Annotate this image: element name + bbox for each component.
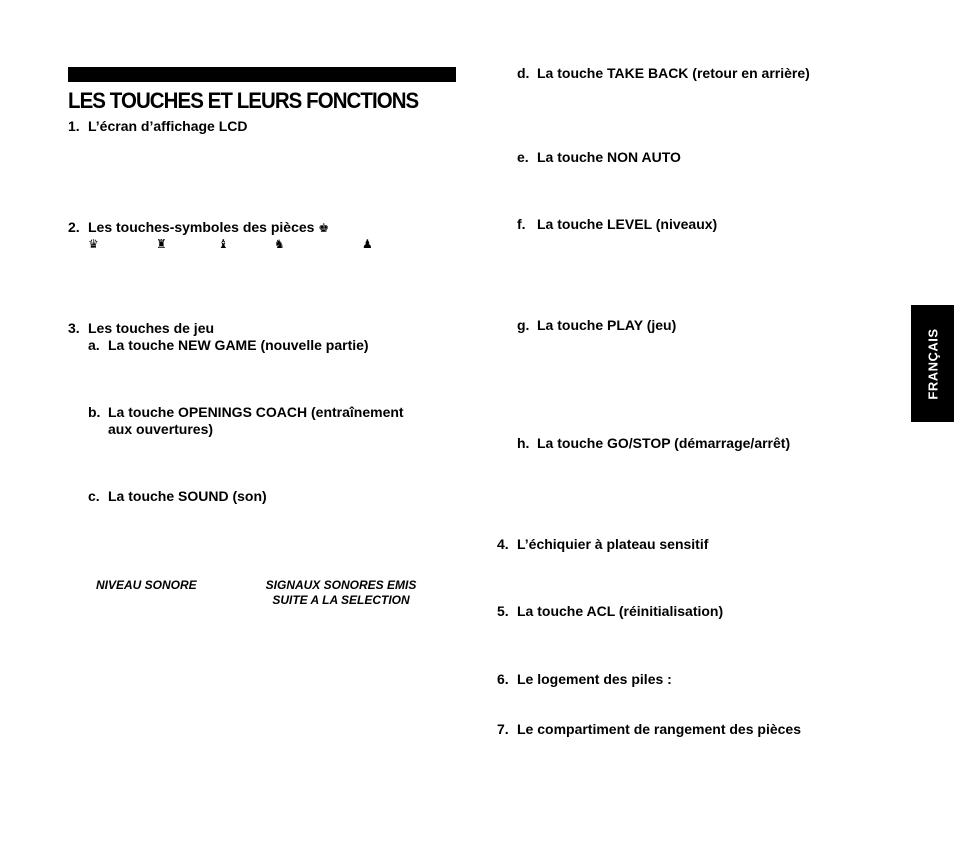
table-header-sound-level: NIVEAU SONORE <box>96 578 197 592</box>
item-battery-compartment: 6. Le logement des piles : <box>497 671 672 687</box>
item-sensory-board: 4. L’échiquier à plateau sensitif <box>497 536 709 552</box>
subitem-level: f. La touche LEVEL (niveaux) <box>517 216 718 232</box>
language-tab <box>911 305 954 422</box>
language-tab-label: FRANÇAIS <box>925 327 940 400</box>
subitem-openings-coach: b. La touche OPENINGS COACH (entraînement <box>88 404 404 420</box>
item-lcd-screen: 1. L’écran d’affichage LCD <box>68 118 248 134</box>
table-header-sound-signals: SIGNAUX SONORES EMIS SUITE A LA SELECTION <box>265 578 417 607</box>
bishop-icon: ♝ <box>218 237 229 251</box>
subitem-play: g. La touche PLAY (jeu) <box>517 317 677 333</box>
item-label: La touche PLAY (jeu) <box>537 317 677 333</box>
item-label: L’échiquier à plateau sensitif <box>517 536 709 552</box>
subitem-new-game: a. La touche NEW GAME (nouvelle partie) <box>88 337 369 353</box>
item-label: Les touches-symboles des pièces <box>88 219 315 235</box>
pawn-icon: ♟ <box>362 237 373 251</box>
item-label: La touche OPENINGS COACH (entraînement <box>108 404 404 420</box>
knight-icon: ♞ <box>274 237 285 251</box>
queen-icon: ♛ <box>88 237 99 251</box>
subitem-go-stop: h. La touche GO/STOP (démarrage/arrêt) <box>517 435 791 451</box>
item-label: La touche NEW GAME (nouvelle partie) <box>108 337 369 353</box>
subitem-openings-coach-cont: aux ouvertures) <box>108 421 214 437</box>
item-label: L’écran d’affichage LCD <box>88 118 248 134</box>
item-label: La touche TAKE BACK (retour en arrière) <box>537 65 810 81</box>
header-rule <box>68 67 456 82</box>
item-label: Les touches de jeu <box>88 320 215 336</box>
item-game-keys: 3. Les touches de jeu <box>68 320 215 336</box>
item-label: Le logement des piles : <box>517 671 672 687</box>
item-acl-key: 5. La touche ACL (réinitialisation) <box>497 603 724 619</box>
item-label: La touche SOUND (son) <box>108 488 267 504</box>
item-piece-symbol-keys: 2. Les touches-symboles des pièces ♚ <box>68 219 330 235</box>
subitem-non-auto: e. La touche NON AUTO <box>517 149 681 165</box>
rook-icon: ♜ <box>156 237 167 251</box>
item-label: La touche ACL (réinitialisation) <box>517 603 724 619</box>
item-label: La touche GO/STOP (démarrage/arrêt) <box>537 435 791 451</box>
subitem-sound: c. La touche SOUND (son) <box>88 488 267 504</box>
subitem-take-back: d. La touche TAKE BACK (retour en arrière) <box>517 65 810 81</box>
item-label: La touche NON AUTO <box>537 149 681 165</box>
item-label: Le compartiment de rangement des pièces <box>517 721 801 737</box>
page-title: LES TOUCHES ET LEURS FONCTIONS <box>68 88 419 113</box>
item-piece-storage: 7. Le compartiment de rangement des pièces <box>497 721 801 737</box>
item-label: La touche LEVEL (niveaux) <box>537 216 718 232</box>
king-icon: ♚ <box>318 221 330 235</box>
